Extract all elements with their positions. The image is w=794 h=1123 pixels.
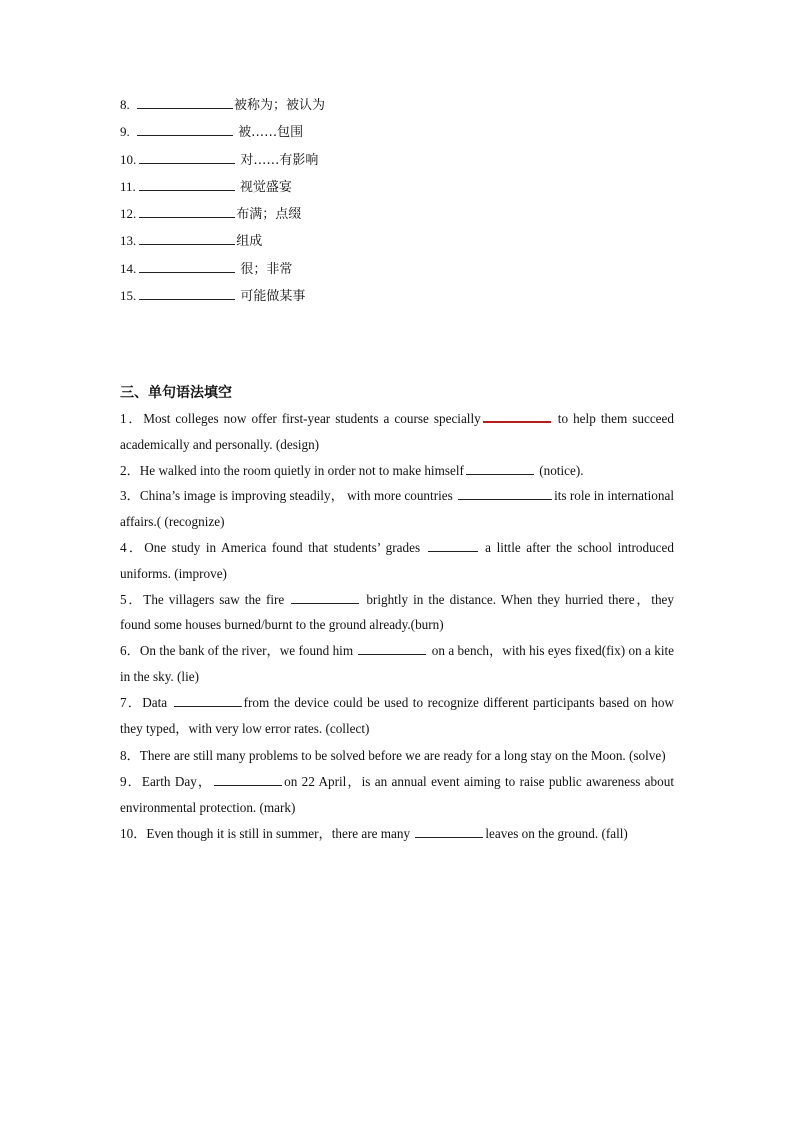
question-3 bbox=[120, 483, 674, 535]
vocab-row-9 bbox=[120, 122, 680, 149]
answer-blank[interactable] bbox=[428, 538, 478, 552]
question-1 bbox=[120, 406, 674, 458]
vocab-number: 8. bbox=[120, 97, 130, 112]
vocab-meaning: 布满；点缀 bbox=[236, 207, 302, 223]
question-text: 3．China’s image is improving steadily， with more countries bbox=[120, 488, 457, 504]
vocab-row-13 bbox=[120, 231, 680, 258]
vocab-row-10 bbox=[120, 150, 680, 177]
vocab-meaning: 可能做某事 bbox=[236, 289, 306, 305]
vocab-row-8 bbox=[120, 95, 680, 122]
question-text: 2．He walked into the room quietly in order not to make himself bbox=[120, 462, 464, 478]
vocab-number: 10. bbox=[120, 151, 137, 167]
question-5 bbox=[120, 587, 674, 639]
vocab-blank[interactable] bbox=[139, 287, 235, 300]
question-text: leaves on the ground. (fall) bbox=[485, 825, 628, 841]
grammar-questions bbox=[120, 406, 674, 847]
answer-blank[interactable] bbox=[291, 590, 359, 604]
vocab-meaning: 被称为；被认为 bbox=[234, 98, 326, 113]
vocabulary-list bbox=[120, 95, 680, 313]
question-text: 8．There are still many problems to be solved before we are ready for a long stay on the Moon. (solve) bbox=[120, 747, 666, 763]
vocab-meaning: 很；非常 bbox=[236, 261, 293, 277]
question-text: 1．Most colleges now offer first-year students a course specially bbox=[120, 411, 481, 426]
answer-blank[interactable] bbox=[358, 641, 426, 655]
vocab-blank[interactable] bbox=[139, 178, 235, 191]
question-text: 9．Earth Day， bbox=[120, 774, 213, 790]
vocab-blank[interactable] bbox=[139, 151, 235, 164]
answer-blank[interactable] bbox=[458, 486, 552, 500]
vocab-blank[interactable] bbox=[137, 123, 233, 136]
vocab-blank[interactable] bbox=[139, 205, 235, 218]
vocab-number: 13. bbox=[120, 233, 137, 249]
answer-blank[interactable] bbox=[214, 772, 282, 786]
vocab-meaning: 对……有影响 bbox=[236, 152, 319, 168]
question-text: to help them succeed academically and personally. (design) bbox=[120, 411, 674, 452]
vocab-blank[interactable] bbox=[137, 96, 233, 109]
question-7 bbox=[120, 690, 674, 743]
question-text: 7．Data bbox=[120, 694, 172, 710]
question-text: 4．One study in America found that students’ grades bbox=[120, 539, 426, 555]
answer-blank[interactable] bbox=[483, 408, 551, 423]
vocab-blank[interactable] bbox=[139, 232, 235, 245]
vocab-number: 12. bbox=[120, 206, 137, 222]
question-text: on a bench，with his eyes fixed(fix) on a kite in the sky. (lie) bbox=[120, 643, 674, 684]
vocab-meaning: 组成 bbox=[236, 234, 263, 250]
question-10 bbox=[120, 821, 674, 847]
answer-blank[interactable] bbox=[174, 693, 242, 707]
question-text: (notice). bbox=[535, 462, 584, 478]
question-8 bbox=[120, 743, 674, 770]
question-2 bbox=[120, 458, 674, 484]
answer-blank[interactable] bbox=[415, 824, 483, 838]
question-text: a little after the school introduced uniforms. (improve) bbox=[120, 539, 674, 581]
question-text: brightly in the distance. When they hurried there，they found some houses burned/burnt to the ground already.(burn) bbox=[120, 591, 674, 633]
vocab-number: 14. bbox=[120, 260, 137, 276]
vocab-meaning: 视觉盛宴 bbox=[235, 179, 292, 195]
question-text: on 22 April，is an annual event aiming to raise public awareness about environmental protection. (mark) bbox=[120, 774, 674, 816]
vocab-number: 9. bbox=[120, 124, 130, 140]
answer-blank[interactable] bbox=[466, 461, 534, 475]
question-6 bbox=[120, 638, 674, 690]
vocab-row-11 bbox=[120, 177, 680, 204]
question-text: from the device could be used to recognize different participants based on how they typed，with very low error rates. (collect) bbox=[120, 694, 675, 737]
question-text: 10．Even though it is still in summer，there are many bbox=[120, 825, 414, 841]
question-text: 5．The villagers saw the fire bbox=[120, 591, 290, 607]
question-9 bbox=[120, 769, 674, 821]
question-text: its role in international affairs.( (recognize) bbox=[120, 488, 674, 530]
question-4 bbox=[120, 535, 674, 587]
vocab-number: 15. bbox=[120, 288, 137, 304]
vocab-row-15 bbox=[120, 286, 680, 313]
vocab-row-14 bbox=[120, 259, 680, 286]
vocab-blank[interactable] bbox=[139, 260, 235, 273]
vocab-number: 11. bbox=[120, 178, 136, 194]
vocab-row-12 bbox=[120, 204, 680, 231]
vocab-meaning: 被……包围 bbox=[234, 125, 304, 141]
section-heading: 三、单句语法填空 bbox=[120, 385, 232, 401]
question-text: 6．On the bank of the river，we found him bbox=[120, 643, 357, 659]
